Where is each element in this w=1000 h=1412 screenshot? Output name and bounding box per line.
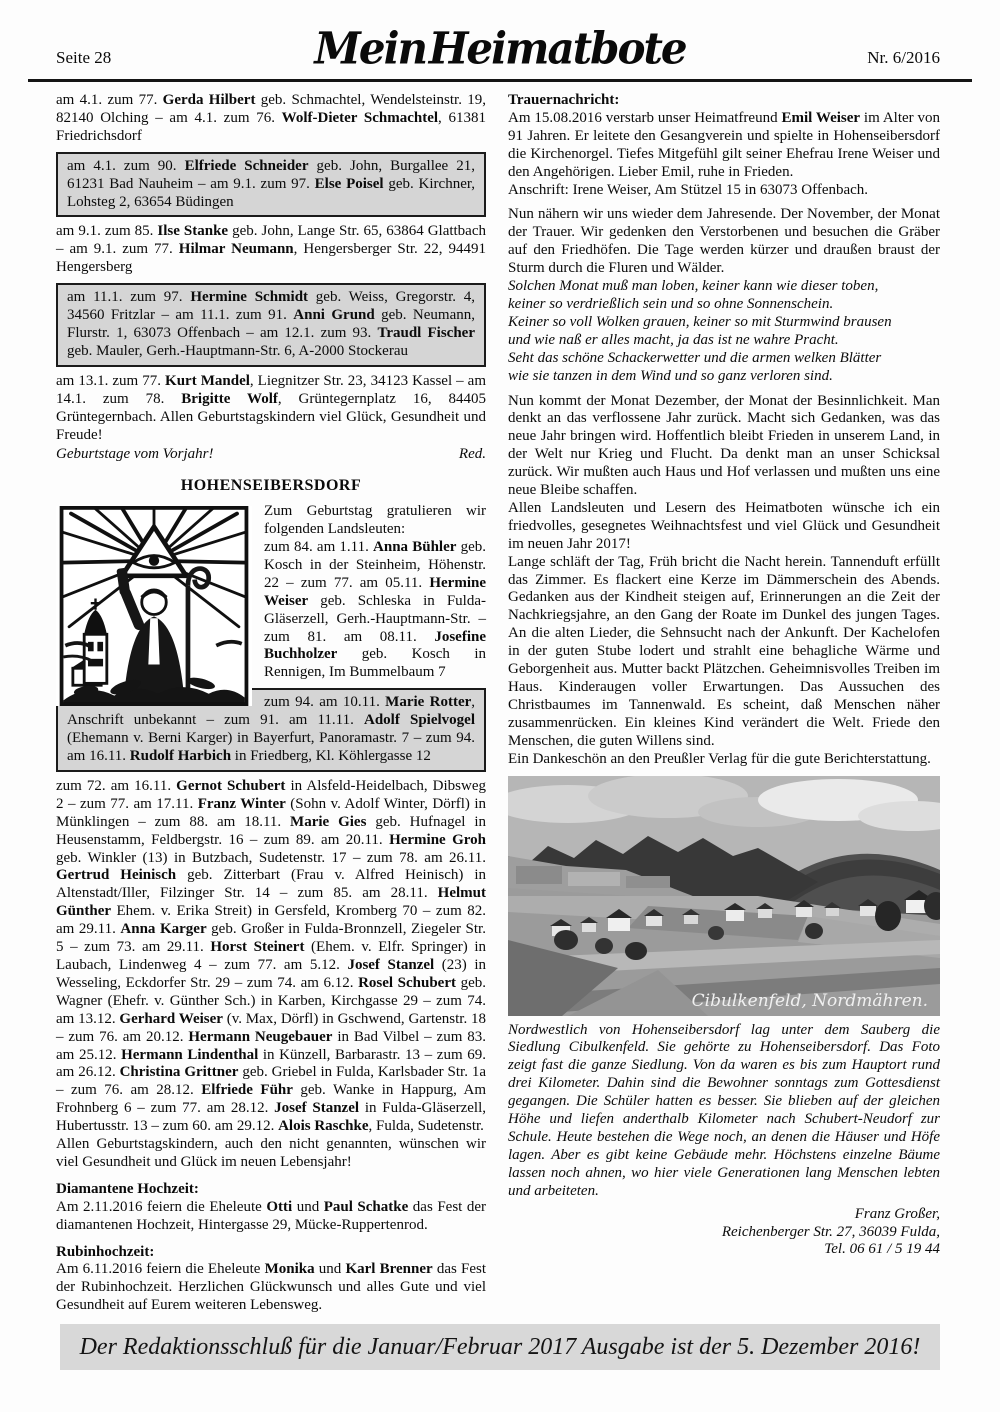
author-signature: Franz Großer, Reichenberger Str. 27, 36039 Fulda, Tel. 06 61 / 5 19 44 bbox=[721, 1205, 940, 1258]
deadline-banner-text: Der Redaktionsschluß für die Januar/Februar 2017 Ausgabe ist der 5. Dezember 2016! bbox=[79, 1333, 921, 1360]
birthday-box-2: am 11.1. zum 97. Hermine Schmidt geb. Weiss, Gregorstr. 4, 34560 Fritzlar – am 11.1. zum 91. Anni Grund geb. Neumann, Flurstr. 1, 63073 Offenbach – am 12.1. zum 93. Traudl Fischer geb. Mauler, Gerh.-Hauptmann-Str. 6, A-2000 Stockerau bbox=[56, 283, 486, 367]
photo-caption-overlay: Cibulkenfeld, Nordmähren. bbox=[691, 990, 928, 1011]
birthday-list-nov-dec: zum 72. am 16.11. Gernot Schubert in Alsfeld-Heidelbach, Dibsweg 2 – zum 77. am 17.11. Franz Winter (Sohn v. Adolf Winter, Dörfl) in Münklingen – zum 88. am 18.11. Marie Gies geb. Hufnagel in Heusenstamm, Feldbergstr. 16 – zum 89. am 20.11. Hermine Groh geb. Winkler (13) in Butzbach, Sudetenstr. 17 – zum 78. am 26.11. Gertrud Heinisch geb. Zitterbart (Frau v. Alfred Heinisch) in Altenstadt/Iller, Filzinger Str. 14 – zum 85. am 28.11. Helmut Günther Ehem. v. Erika Streit) in Gersfeld, Kromberg 70 – zum 82. am 29.11. Anna Karger geb. Großer in Fulda-Bronnzell, Ziegeler Str. 5 – zum 73. am 29.11. Horst Steinert (Ehem. v. Elfr. Springer) in Laubach, Lindenweg 4 – zum 77. am 5.12. Josef Stanzel (23) in Wesseling, Eckdorfer Str. 29 – zum 74. am 6.12. Rosel Schubert geb. Wagner (Ehefr. v. Günther Sch.) in Karben, Kirchgasse 29 – zum 74. am 13.12. Gerhard Weiser (v. Max, Dörfl) in Gschwend, Gartenstr. 18 – zum 76. am 20.12. Hermann Neugebauer in Bad Vilbel – zum 83. am 25.12. Hermann Lindenthal in Künzell, Barbarastr. 13 – zum 69. am 26.12. Christina Grittner geb. Griebel in Fulda, Karlsbader Str. 1a – zum 76. am 28.12. Elfriede Führ geb. Wanke in Happurg, Am Frohnberg 6 – zum 77. am 28.12. Josef Stanzel in Fulda-Gläserzell, Hubertusstr. 13 – zum 60. am 29.12. Alois Raschke, Fulda, Sudetenstr. bbox=[56, 777, 487, 1135]
birthday-paragraph-2: am 9.1. zum 85. Ilse Stanke geb. John, Lange Str. 65, 63864 Glattbach – am 9.1. zum 77. Hilmar Neumann, Hengersberger Str. 22, 94491 Hengersberg bbox=[56, 223, 487, 276]
previous-year-note: Geburtstage vom Vorjahr! bbox=[56, 446, 214, 463]
deadline-banner bbox=[60, 1324, 940, 1370]
village-photo bbox=[508, 776, 940, 1016]
december-paragraph-1: Nun kommt der Monat Dezember, der Monat der Besinnlichkeit. Man denkt an das verflossene Jahr zurück. Macht sich Gedanken, was das neue Jahr bringen wird. Hoffentlich bleibt Frieden in unserem Land, in der Welt nur Krieg und Flucht. Da denkt man an unser Schicksal zurück. Wir mußten auch Haus und Hof verlassen und mußten uns eine neue Bleibe schaffen. bbox=[508, 392, 940, 499]
birthday-list-november: zum 84. am 1.11. Anna Bühler geb. Kosch in der Steinheim, Höhenstr. 22 – zum 77. am 05.11. Hermine Weiser geb. Schleska in Fulda-Gläserzell, Gerh.-Hauptmann-Str. – zum 81. am 08.11. Josefine Buchholzer geb. Kosch in Rennigen, Im Bummelbaum 7 bbox=[264, 539, 486, 681]
ruby-wedding-title: Rubinhochzeit: bbox=[56, 1243, 155, 1260]
editor-abbreviation: Red. bbox=[458, 446, 486, 463]
birthday-box-1: am 4.1. zum 90. Elfriede Schneider geb. John, Burgallee 21, 61231 Bad Nauheim – am 9.1. zum 97. Else Poisel geb. Kirchner, Lohsteg 2, 63654 Büdingen bbox=[56, 152, 486, 218]
woodcut-svg bbox=[56, 506, 252, 706]
header-rule bbox=[28, 79, 972, 82]
birthday-closing: Allen Geburtstagskindern, auch den nicht genannten, wünschen wir viel Gesundheit und Glück im neuen Lebensjahr! bbox=[56, 1136, 486, 1170]
left-column bbox=[56, 92, 486, 1315]
birthday-paragraph-1: am 4.1. zum 77. Gerda Hilbert geb. Schmachtel, Wendelsteinstr. 19, 82140 Olching – am 4.1. zum 76. Wolf-Dieter Schmachtel, 61381 Friedrichsdorf bbox=[56, 92, 487, 144]
byline-row bbox=[56, 446, 486, 464]
village-photo-svg bbox=[508, 776, 940, 1016]
december-paragraph-4: Ein Dankeschön an den Preußler Verlag für die gute Berichterstattung. bbox=[508, 750, 931, 767]
section-title-hohenseibersdorf: HOHENSEIBERSDORF bbox=[180, 477, 362, 495]
diamond-wedding-paragraph: Am 2.11.2016 feiern die Eheleute Otti und Paul Schatke das Fest der diamantenen Hochzeit, Hintergasse 29, Mücke-Ruppertenrod. bbox=[56, 1198, 487, 1233]
issue-number: Nr. 6/2016 bbox=[867, 48, 940, 67]
ruby-wedding-paragraph: Am 6.11.2016 feiern die Eheleute Monika und Karl Brenner das Fest der Rubinhochzeit. Herzlichen Glückwunsch und alles Gute und viel Gesundheit auf Eurem weiteren Lebensweg. bbox=[56, 1261, 486, 1314]
page-number: Seite 28 bbox=[56, 48, 112, 67]
masthead-logo: Mein Heimatbote bbox=[314, 23, 686, 74]
right-column bbox=[508, 92, 940, 1274]
obituary-title: Trauernachricht: bbox=[508, 92, 620, 108]
hohenseibersdorf-section bbox=[56, 503, 486, 1136]
obituary-paragraph: Am 15.08.2016 verstarb unser Heimatfreund Emil Weiser im Alter von 91 Jahren. Er leitete den Gesangverein und spielte in Hohenseibersdorf die Kirchenorgel. Tiefes Mitgefühl gilt seiner Ehefrau Irene Weiser und den Angehörigen. Lieber Emil, ruhe in Frieden. bbox=[508, 109, 941, 180]
saint-woodcut-image bbox=[56, 506, 252, 706]
obituary-address: Anschrift: Irene Weiser, Am Stützel 15 in 63073 Offenbach. bbox=[508, 181, 869, 198]
photo-caption: Nordwestlich von Hohenseibersdorf lag unter dem Sauberg die Siedlung Cibulkenfeld. Sie gehörte zu Hohenseibersdorf. Das Foto zeigt fast die ganze Siedlung. Von da waren es bis zum Hauptort rund drei Kilometer. Dahin sind die Bewohner sonntags zum Gottesdienst gegangen. Die Schüler hatten es besser. Sie blieben auf der gleichen Höhe und liefen anderthalb Kilometer nach Schubert-Neudorf zur Schule. Heute bestehen die Wege noch, an denen die Häuser und Höfe lagen. Aber es gibt keine Gebäude mehr. Höchstens einzelne Bäume lassen noch ahnen, wo hier viele Generationen lang Menschen lebten und arbeiteten. bbox=[508, 1021, 940, 1199]
birthday-paragraph-3: am 13.1. zum 77. Kurt Mandel, Liegnitzer Str. 23, 34123 Kassel – am 14.1. zum 78. Brigitte Wolf, Grüntegernplatz 16, 84405 Grüntegernbach. Allen Geburtstagskindern viel Glück, Gesundheit und Freude! bbox=[56, 372, 486, 443]
december-paragraph-2: Allen Landsleuten und Lesern des Heimatboten wünsche ich ein friedvolles, gesegnetes Weihnachtsfest und viel Glück und Gesundheit im neuen Jahr 2017! bbox=[508, 499, 940, 552]
congrats-intro: Zum Geburtstag gratulieren wir folgenden Landsleuten: bbox=[264, 503, 486, 538]
december-paragraph-3: Lange schläft der Tag, Früh bricht die Nacht herein. Tannenduft erfüllt das Zimmer. Es flackert eine Kerze im Dämmerschein des Abends. Gedanken aus der Kindheit steigen auf, Erinnerungen an die Zeit der Nachkriegsjahre, an den Gang der Roate im Dunkel des jungen Tages. An die alten Lieder, die Sehnsucht nach der Ankunft. Der Kachelofen in der guten Stube lodert und strahlt eine behagliche Wärme und Geborgenheit aus. Mutter backt Plätzchen. Geheimnisvolles Treiben im Haus. Kinderaugen voller Erwartungen. Das Aussuchen des Christbaumes im Tannenwald. Es scheint, daß Menschen näher zusammenrücken. Ein kleines Kind verändert die Welt. Friede den Menschen, die guten Willens sind. bbox=[508, 553, 940, 749]
birthday-box-3: zum 94. am 10.11. Marie Rotter, Anschrift unbekannt – zum 91. am 11.11. Adolf Spielvogel (Ehemann v. Berni Karger) in Bayerfurt, Panoramastr. 7 – zum 94. am 16.11. Rudolf Harbich in Friedberg, Kl. Köhlergasse 12 bbox=[56, 688, 486, 772]
diamond-wedding-title: Diamantene Hochzeit: bbox=[56, 1180, 199, 1197]
november-poem: Solchen Monat muß man loben, keiner kann wie dieser toben, keiner so verdrießlich sein und so ohne Sonnenschein. Keiner so voll Wolken grauen, keiner so mit Sturmwind brausen und wie naß er alles macht, ja das ist ne wahre Pracht. Seht das schöne Schackerwetter und die armen welken Blätter wie sie tanzen in dem Wind und so ganz verloren sind. bbox=[508, 278, 892, 384]
year-end-paragraph: Nun nähern wir uns wieder dem Jahresende. Der November, der Monat der Trauer. Wir gedenken den Verstorbenen und besuchen die Gräber auf den Friedhöfen. Die Tage werden kürzer und draußen braust der Sturm durch die Fluren und Wälder. bbox=[508, 206, 940, 277]
